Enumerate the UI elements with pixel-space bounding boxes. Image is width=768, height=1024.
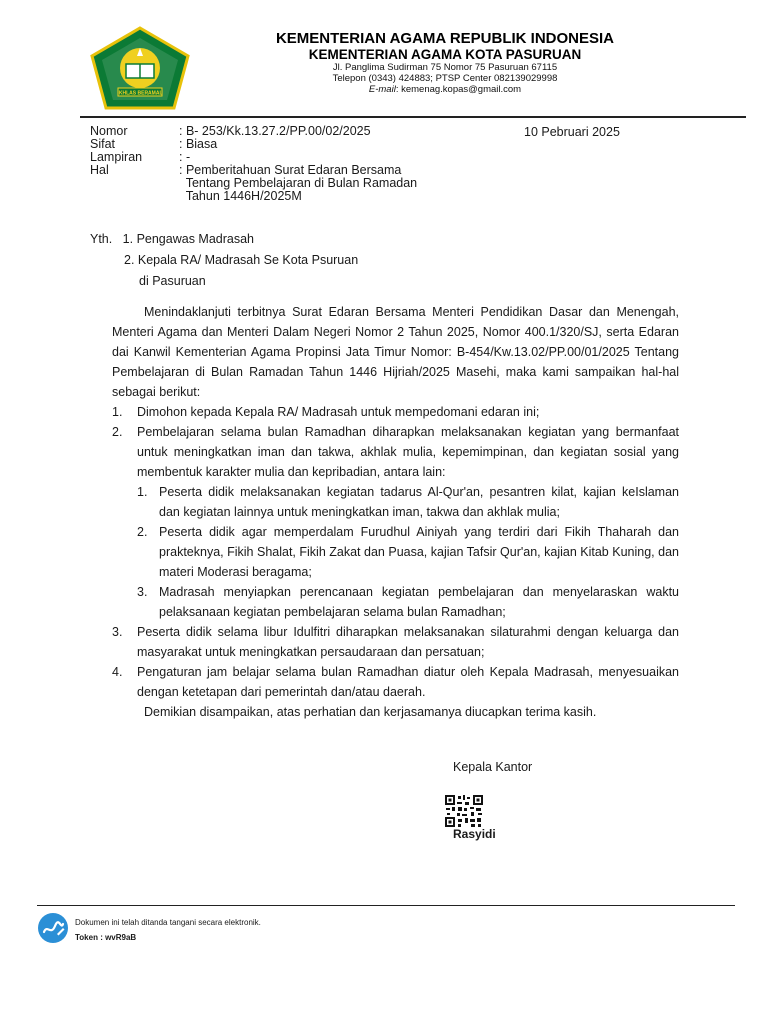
list-item (112, 622, 679, 662)
sifat-value: : Biasa (179, 137, 218, 151)
letterhead-divider (80, 116, 746, 118)
yth-label: Yth. (90, 232, 113, 246)
subitem-text: Madrasah menyiapkan perencanaan kegiatan pembelajaran dan menyelaraskan waktu pelaksanaan kegiatan pembelajaran selama bulan Ramadhan; (159, 585, 679, 619)
sub-list-item (137, 482, 679, 522)
ministry-logo (88, 26, 192, 110)
letter-meta (90, 125, 417, 203)
sifat-label: Sifat (90, 137, 116, 151)
office-phone: Telepon (0343) 424883; PTSP Center 082139029998 (332, 73, 558, 84)
list-item (112, 662, 679, 702)
office-email (220, 84, 670, 95)
footer-note-block (75, 915, 261, 945)
letterhead (220, 30, 670, 95)
e-sign-token: Token : wvR9aB (75, 933, 137, 942)
list-item (112, 402, 679, 422)
recipient-place: di Pasuruan (139, 274, 206, 288)
subitem-text: Peserta didik melaksanakan kegiatan tadarus Al-Qur'an, pesantren kilat, kajian keIslaman dan kegiatan lainnya untuk meningkatkan iman, takwa dan akhlak mulia; (159, 485, 679, 519)
item-number: 1. (112, 405, 123, 419)
lampiran-value: : - (179, 150, 191, 164)
intro-paragraph: Menindaklanjuti terbitnya Surat Edaran Bersama Menteri Pendidikan Dasar dan Menengah, Menteri Agama dan Menteri Dalam Negeri Nomor 2 Tahun 2025, Nomor 400.1/320/SJ, serta Edaran dai Kanwil Kementerian Agama Propinsi Jata Timur Nomor: B-454/Kw.13.02/PP.00/01/2025 Tentang Pembelajaran di Bulan Ramadan Tahun 1446 Hijriah/2025 Masehi, maka kami sampaikan hal-hal sebagai berikut: (112, 305, 679, 399)
item-text: Pembelajaran selama bulan Ramadhan diharapkan melaksanakan kegiatan yang bermanfaat untuk meningkatkan iman dan takwa, akhlak mulia, kepemimpinan, dan kegiatan sosial yang membentuk karakter mulia dan kepribadian, antara lain: (137, 425, 679, 479)
hal-value-line2: Tentang Pembelajaran di Bulan Ramadan (179, 176, 418, 190)
e-sign-note: Dokumen ini telah ditanda tangani secara elektronik. (75, 918, 261, 927)
nomor-value: : B- 253/Kk.13.27.2/PP.00/02/2025 (179, 124, 371, 138)
item-number: 4. (112, 665, 123, 679)
nomor-label: Nomor (90, 124, 128, 138)
item-text: Pengaturan jam belajar selama bulan Ramadhan diatur oleh Kepala Madrasah, menyesuaikan dengan ketetapan dari pemerintah dan/atau daerah. (137, 665, 679, 699)
qr-code-icon (444, 794, 484, 828)
email-value: : kemenag.kopas@gmail.com (395, 84, 522, 95)
e-signature-icon (37, 912, 69, 944)
hal-value-line3: Tahun 1446H/2025M (179, 189, 302, 203)
subitem-number: 2. (137, 525, 148, 539)
letter-body (112, 302, 679, 722)
main-list (112, 402, 679, 702)
subitem-number: 3. (137, 585, 148, 599)
item-number: 2. (112, 425, 123, 439)
sub-list-item (137, 522, 679, 582)
sub-list-item (137, 582, 679, 622)
item-text: Dimohon kepada Kepala RA/ Madrasah untuk mempedomani edaran ini; (137, 405, 540, 419)
sub-list (137, 482, 679, 622)
recipient-1: 1. Pengawas Madrasah (122, 232, 255, 246)
hal-label: Hal (90, 163, 109, 177)
logo-motto: IKHLAS BERAMAL (117, 90, 163, 97)
hal-value-line1: : Pemberitahuan Surat Edaran Bersama (179, 163, 402, 177)
closing-paragraph: Demikian disampaikan, atas perhatian dan kerjasamanya diucapkan terima kasih. (144, 705, 597, 719)
recipient-2: 2. Kepala RA/ Madrasah Se Kota Psuruan (124, 253, 359, 267)
subitem-number: 1. (137, 485, 148, 499)
item-number: 3. (112, 625, 123, 639)
signer-title: Kepala Kantor (453, 760, 533, 774)
subitem-text: Peserta didik agar memperdalam Furudhul Ainiyah yang terdiri dari Fikih Thaharah dan prakteknya, Fikih Shalat, Fikih Zakat dan Puasa, kajian Tafsir Qur'an, kajian Kitab Kuning, dan materi Moderasi beragama; (159, 525, 679, 579)
letter-date: 10 Pebruari 2025 (524, 125, 620, 139)
office-title: KEMENTERIAN AGAMA KOTA PASURUAN (308, 47, 582, 62)
office-address: Jl. Panglima Sudirman 75 Nomor 75 Pasuruan 67115 (332, 62, 558, 73)
lampiran-label: Lampiran (90, 150, 143, 164)
signer-name: Rasyidi (453, 827, 496, 841)
footer-divider (37, 905, 735, 906)
list-item (112, 422, 679, 622)
item-text: Peserta didik selama libur Idulfitri diharapkan melaksanakan silaturahmi dengan keluarga dan masyarakat untuk meningkatkan persaudaraan dan persatuan; (137, 625, 679, 659)
ministry-title: KEMENTERIAN AGAMA REPUBLIK INDONESIA (275, 30, 615, 47)
recipients (90, 229, 358, 292)
email-label: E-mail (368, 84, 396, 95)
